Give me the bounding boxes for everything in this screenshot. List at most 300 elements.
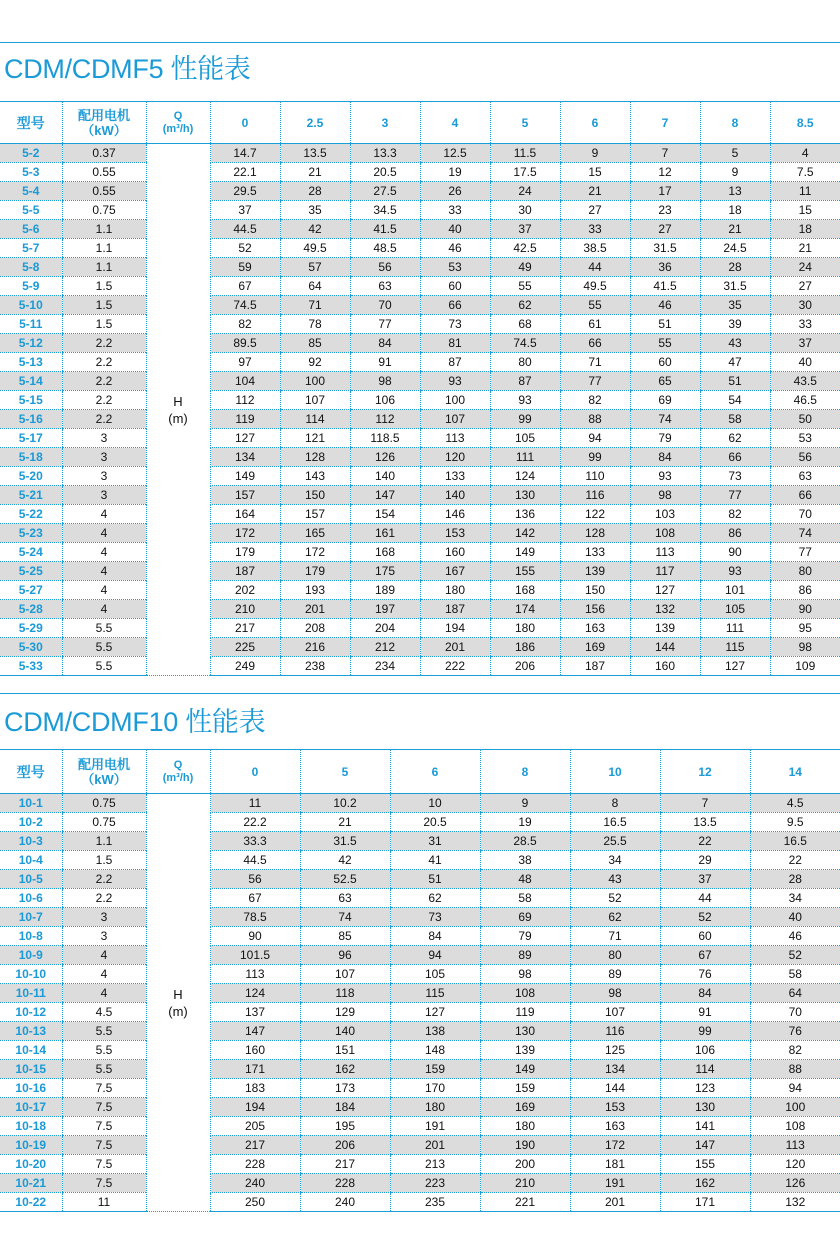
head-value: 55 [630,334,700,353]
head-value: 77 [700,486,770,505]
head-value: 153 [570,1098,660,1117]
head-value: 22 [660,832,750,851]
head-value: 175 [350,562,420,581]
head-value: 57 [280,258,350,277]
row-model: 5-14 [0,372,62,391]
head-value: 25.5 [570,832,660,851]
head-value: 82 [750,1041,840,1060]
head-value: 126 [350,448,420,467]
head-value: 58 [700,410,770,429]
head-value: 147 [210,1022,300,1041]
head-value: 19 [420,163,490,182]
head-value: 113 [630,543,700,562]
head-value: 119 [480,1003,570,1022]
head-value: 98 [570,984,660,1003]
row-model: 5-33 [0,657,62,676]
head-value: 80 [770,562,840,581]
head-value: 38 [480,851,570,870]
head-value: 28 [750,870,840,889]
header-power-label: 配用电机 [77,756,130,772]
table-row [0,908,840,927]
head-value: 106 [660,1041,750,1060]
head-value: 77 [770,543,840,562]
table-row [0,600,840,619]
head-value: 21 [300,813,390,832]
table-row [0,277,840,296]
head-value: 51 [630,315,700,334]
head-value: 190 [480,1136,570,1155]
head-value: 37 [490,220,560,239]
head-value: 217 [210,1136,300,1155]
head-value: 74.5 [490,334,560,353]
head-value: 168 [350,543,420,562]
head-value: 89 [570,965,660,984]
head-value: 127 [630,581,700,600]
head-value: 112 [210,391,280,410]
head-value: 181 [570,1155,660,1174]
header-flow-value: 0 [210,750,300,794]
head-value: 43 [570,870,660,889]
head-value: 88 [750,1060,840,1079]
head-value: 206 [300,1136,390,1155]
head-value: 70 [770,505,840,524]
head-value: 10.2 [300,794,390,813]
row-model: 5-3 [0,163,62,182]
head-value: 40 [420,220,490,239]
head-value: 149 [490,543,560,562]
header-model: 型号 [0,750,62,794]
head-value: 160 [630,657,700,676]
head-value: 73 [390,908,480,927]
head-value: 9.5 [750,813,840,832]
head-value: 11 [210,794,300,813]
row-power: 2.2 [62,870,146,889]
head-value: 38.5 [560,239,630,258]
row-model: 10-3 [0,832,62,851]
head-value: 127 [390,1003,480,1022]
head-value: 13.5 [280,144,350,163]
row-model: 10-16 [0,1079,62,1098]
head-value: 99 [490,410,560,429]
head-value: 159 [480,1079,570,1098]
head-value: 91 [350,353,420,372]
head-value: 113 [420,429,490,448]
head-value: 144 [570,1079,660,1098]
head-value: 98 [630,486,700,505]
head-value: 66 [770,486,840,505]
head-value: 104 [210,372,280,391]
row-power: 2.2 [62,391,146,410]
table-row [0,832,840,851]
head-value: 51 [390,870,480,889]
row-model: 10-8 [0,927,62,946]
head-value: 201 [420,638,490,657]
head-value: 44 [560,258,630,277]
row-model: 5-23 [0,524,62,543]
head-value: 191 [570,1174,660,1193]
head-value: 65 [630,372,700,391]
head-value: 52 [660,908,750,927]
head-value: 17.5 [490,163,560,182]
row-power: 1.1 [62,220,146,239]
head-value: 50 [770,410,840,429]
head-value: 155 [490,562,560,581]
head-value: 24.5 [700,239,770,258]
row-power: 2.2 [62,353,146,372]
row-model: 10-7 [0,908,62,927]
table-row [0,1041,840,1060]
header-flow-value: 8.5 [770,102,840,144]
head-value: 118 [300,984,390,1003]
head-value: 99 [560,448,630,467]
head-value: 28.5 [480,832,570,851]
head-value: 115 [700,638,770,657]
row-power: 7.5 [62,1117,146,1136]
head-value: 126 [750,1174,840,1193]
head-value: 81 [420,334,490,353]
head-value: 186 [490,638,560,657]
head-value: 59 [210,258,280,277]
head-value: 179 [210,543,280,562]
head-value: 228 [210,1155,300,1174]
head-value: 187 [420,600,490,619]
head-value: 20.5 [390,813,480,832]
header-flow-value: 4 [420,102,490,144]
head-value: 44 [660,889,750,908]
head-value: 60 [630,353,700,372]
row-power: 5.5 [62,619,146,638]
row-model: 5-2 [0,144,62,163]
head-value: 208 [280,619,350,638]
head-value: 22.2 [210,813,300,832]
head-value: 82 [210,315,280,334]
head-value: 149 [210,467,280,486]
head-value: 86 [700,524,770,543]
table-row [0,1136,840,1155]
head-value: 249 [210,657,280,676]
head-value: 216 [280,638,350,657]
head-value: 58 [480,889,570,908]
head-value: 78 [280,315,350,334]
head-value: 4.5 [750,794,840,813]
head-value: 62 [490,296,560,315]
head-value: 107 [280,391,350,410]
head-value: 44.5 [210,851,300,870]
table-row [0,638,840,657]
performance-table-cdm10 [0,749,840,1212]
head-value: 31 [390,832,480,851]
head-value: 89.5 [210,334,280,353]
row-model: 5-20 [0,467,62,486]
head-value: 27 [770,277,840,296]
row-power: 7.5 [62,1136,146,1155]
head-value: 95 [770,619,840,638]
header-flow-value: 14 [750,750,840,794]
head-value: 46.5 [770,391,840,410]
head-value: 61 [560,315,630,334]
head-value: 15 [560,163,630,182]
head-value: 225 [210,638,280,657]
head-value: 130 [660,1098,750,1117]
head-value: 7.5 [770,163,840,182]
head-label: H [173,393,183,409]
head-value: 64 [750,984,840,1003]
head-value: 86 [770,581,840,600]
head-value: 29.5 [210,182,280,201]
head-value: 124 [490,467,560,486]
head-value: 187 [560,657,630,676]
head-value: 194 [420,619,490,638]
head-value: 46 [420,239,490,258]
row-power: 0.75 [62,813,146,832]
head-value: 189 [350,581,420,600]
head-value: 27 [560,201,630,220]
head-value: 9 [560,144,630,163]
header-flow-value: 6 [390,750,480,794]
table-row [0,353,840,372]
head-value: 97 [210,353,280,372]
table-row [0,372,840,391]
head-value: 63 [350,277,420,296]
row-model: 5-17 [0,429,62,448]
head-value: 140 [300,1022,390,1041]
head-value: 66 [420,296,490,315]
table-row [0,182,840,201]
head-unit-cell [146,144,210,676]
head-value: 228 [300,1174,390,1193]
head-value: 7 [630,144,700,163]
row-model: 10-13 [0,1022,62,1041]
head-value: 217 [210,619,280,638]
head-value: 240 [210,1174,300,1193]
row-model: 5-28 [0,600,62,619]
head-value: 78.5 [210,908,300,927]
table-row [0,870,840,889]
row-power: 1.1 [62,239,146,258]
head-value: 116 [560,486,630,505]
row-model: 5-18 [0,448,62,467]
row-model: 10-11 [0,984,62,1003]
header-flow-value: 8 [700,102,770,144]
row-model: 5-11 [0,315,62,334]
row-power: 7.5 [62,1174,146,1193]
row-power: 5.5 [62,1022,146,1041]
header-flow-value: 6 [560,102,630,144]
header-power-unit: （kW） [81,122,127,138]
head-value: 105 [390,965,480,984]
head-value: 37 [660,870,750,889]
head-value: 30 [490,201,560,220]
head-value: 58 [750,965,840,984]
head-value: 10 [390,794,480,813]
head-value: 23 [630,201,700,220]
table-row [0,448,840,467]
table-row [0,258,840,277]
row-model: 5-30 [0,638,62,657]
head-value: 120 [420,448,490,467]
head-value: 109 [770,657,840,676]
head-value: 41 [390,851,480,870]
head-value: 172 [280,543,350,562]
head-value: 22.1 [210,163,280,182]
head-value: 7 [660,794,750,813]
row-power: 0.55 [62,163,146,182]
head-value: 201 [570,1193,660,1212]
head-value: 39 [700,315,770,334]
head-value: 93 [700,562,770,581]
head-value: 180 [480,1117,570,1136]
head-value: 142 [490,524,560,543]
row-model: 10-14 [0,1041,62,1060]
head-value: 139 [560,562,630,581]
head-value: 107 [300,965,390,984]
head-value: 84 [630,448,700,467]
head-value: 34.5 [350,201,420,220]
head-value: 33 [560,220,630,239]
head-unit: (m) [168,1003,188,1019]
head-value: 27 [630,220,700,239]
row-model: 10-15 [0,1060,62,1079]
head-value: 98 [350,372,420,391]
head-value: 53 [420,258,490,277]
table-row [0,429,840,448]
row-power: 0.55 [62,182,146,201]
row-model: 10-22 [0,1193,62,1212]
head-value: 87 [420,353,490,372]
row-power: 3 [62,467,146,486]
head-value: 52.5 [300,870,390,889]
performance-table-cdm5 [0,101,840,676]
head-value: 24 [490,182,560,201]
head-value: 21 [700,220,770,239]
head-value: 21 [280,163,350,182]
row-model: 5-6 [0,220,62,239]
head-value: 31.5 [630,239,700,258]
row-model: 5-16 [0,410,62,429]
head-value: 49 [490,258,560,277]
head-value: 179 [280,562,350,581]
head-value: 40 [750,908,840,927]
header-q-label: Q [173,758,183,771]
header-flow-value: 12 [660,750,750,794]
head-value: 56 [770,448,840,467]
head-value: 140 [350,467,420,486]
head-value: 103 [630,505,700,524]
head-value: 56 [210,870,300,889]
head-value: 130 [490,486,560,505]
head-value: 53 [770,429,840,448]
table-row [0,946,840,965]
head-value: 105 [490,429,560,448]
head-value: 111 [490,448,560,467]
head-value: 31.5 [700,277,770,296]
head-value: 155 [660,1155,750,1174]
header-flow-value: 2.5 [280,102,350,144]
table-row [0,144,840,163]
head-value: 63 [770,467,840,486]
table-row [0,524,840,543]
row-model: 5-24 [0,543,62,562]
head-value: 100 [420,391,490,410]
head-value: 74.5 [210,296,280,315]
head-value: 98 [480,965,570,984]
head-value: 34 [570,851,660,870]
head-value: 127 [700,657,770,676]
table-row [0,1003,840,1022]
head-value: 100 [280,372,350,391]
head-value: 69 [480,908,570,927]
head-value: 205 [210,1117,300,1136]
head-value: 52 [570,889,660,908]
table-row [0,851,840,870]
head-value: 141 [660,1117,750,1136]
head-value: 119 [210,410,280,429]
head-value: 55 [490,277,560,296]
head-value: 35 [280,201,350,220]
head-value: 134 [210,448,280,467]
head-value: 12 [630,163,700,182]
head-value: 128 [280,448,350,467]
head-value: 162 [300,1060,390,1079]
head-value: 161 [350,524,420,543]
head-value: 156 [560,600,630,619]
table-row [0,1079,840,1098]
table-row [0,1193,840,1212]
head-value: 238 [280,657,350,676]
row-power: 5.5 [62,638,146,657]
table-row [0,410,840,429]
head-value: 11 [770,182,840,201]
head-value: 144 [630,638,700,657]
head-value: 41.5 [630,277,700,296]
head-value: 221 [480,1193,570,1212]
table-row [0,391,840,410]
head-value: 173 [300,1079,390,1098]
head-value: 160 [420,543,490,562]
header-power [62,102,146,144]
head-value: 71 [560,353,630,372]
table-row [0,657,840,676]
head-value: 89 [480,946,570,965]
row-power: 0.37 [62,144,146,163]
row-power: 5.5 [62,657,146,676]
table-row [0,1022,840,1041]
row-power: 7.5 [62,1098,146,1117]
head-value: 120 [750,1155,840,1174]
head-value: 184 [300,1098,390,1117]
table-row [0,1174,840,1193]
head-value: 157 [210,486,280,505]
head-value: 62 [570,908,660,927]
head-value: 41.5 [350,220,420,239]
header-model: 型号 [0,102,62,144]
head-value: 197 [350,600,420,619]
header-power-unit: （kW） [81,771,127,787]
row-power: 2.2 [62,372,146,391]
row-model: 5-7 [0,239,62,258]
header-flow-value: 7 [630,102,700,144]
head-label: H [173,986,183,1002]
table-row [0,486,840,505]
row-power: 3 [62,908,146,927]
table-header-row [0,750,840,794]
head-value: 73 [700,467,770,486]
table-row [0,889,840,908]
head-value: 47 [700,353,770,372]
row-model: 10-6 [0,889,62,908]
head-value: 108 [480,984,570,1003]
head-value: 49.5 [280,239,350,258]
